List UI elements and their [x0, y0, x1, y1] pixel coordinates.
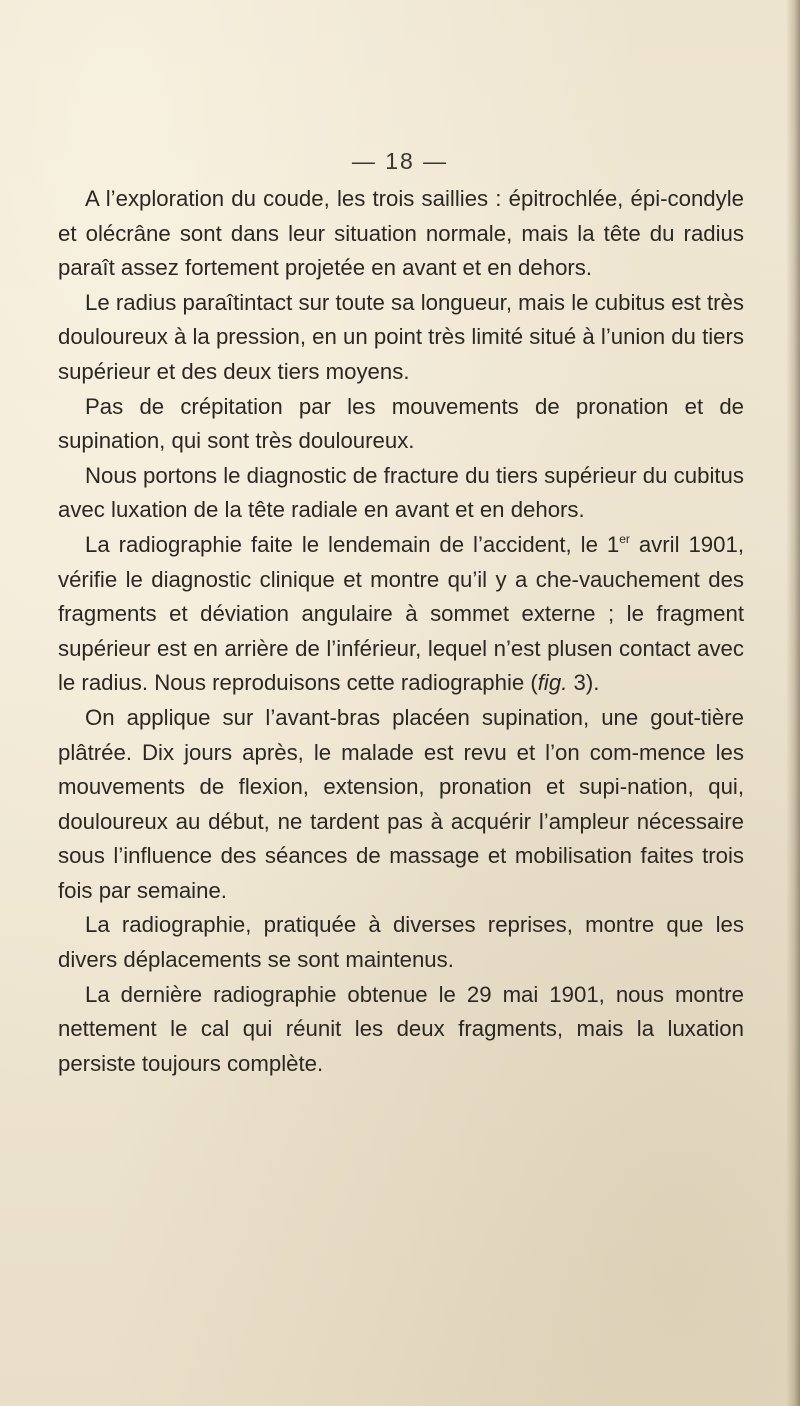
figure-reference: fig.	[537, 670, 568, 696]
paragraph-5-end: 3).	[567, 670, 600, 696]
page-number: — 18 —	[351, 148, 449, 174]
body-text	[58, 182, 744, 1081]
paragraph-4: Nous portons le diagnostic de fracture du tiers supérieur du cubitus avec luxation de la tête radiale en avant et en dehors.	[58, 462, 744, 523]
paragraph-3: Pas de crépitation par les mouvements de pronation et de supination, qui sont très douloureux.	[58, 393, 744, 454]
paragraph-5	[58, 528, 744, 701]
paragraph-1: A l’exploration du coude, les trois saillies : épitrochlée, épi-condyle et olécrâne sont dans leur situation normale, mais la tête du radius paraît assez fortement projetée en avant et en dehors.	[58, 186, 744, 281]
page-edge-shadow	[786, 0, 800, 1406]
paragraph-6: On applique sur l’avant-bras placéen supination, une gout-tière plâtrée. Dix jours après, le malade est revu et l’on com-mence les mouvements de flexion, extension, pronation et supi-nation, qui, douloureux au début, ne tardent pas à acquérir l’ampleur nécessaire sous l’influence des séances de massage et mobilisation faites trois fois par semaine.	[58, 704, 744, 903]
paragraph-8: La dernière radiographie obtenue le 29 mai 1901, nous montre nettement le cal qui réunit les deux fragments, mais la luxation persiste toujours complète.	[58, 981, 744, 1076]
paragraph-7: La radiographie, pratiquée à diverses reprises, montre que les divers déplacements se sont maintenus.	[58, 912, 744, 973]
paragraph-5-middle: avril 1901, vérifie le diagnostic clinique et montre qu’il y a che-vauchement des fragments et déviation angulaire à sommet externe ; le fragment supérieur est en arrière de l’inférieur, lequel n’est plusen contact avec le radius. Nous reproduisons cette radiographie (	[58, 531, 744, 696]
paragraph-2: Le radius paraîtintact sur toute sa longueur, mais le cubitus est très douloureux à la pression, en un point très limité situé à l’union du tiers supérieur et des deux tiers moyens.	[58, 289, 744, 384]
paragraph-5-start: La radiographie faite le lendemain de l’accident, le 1	[85, 531, 620, 557]
ordinal-superscript: er	[619, 531, 630, 546]
